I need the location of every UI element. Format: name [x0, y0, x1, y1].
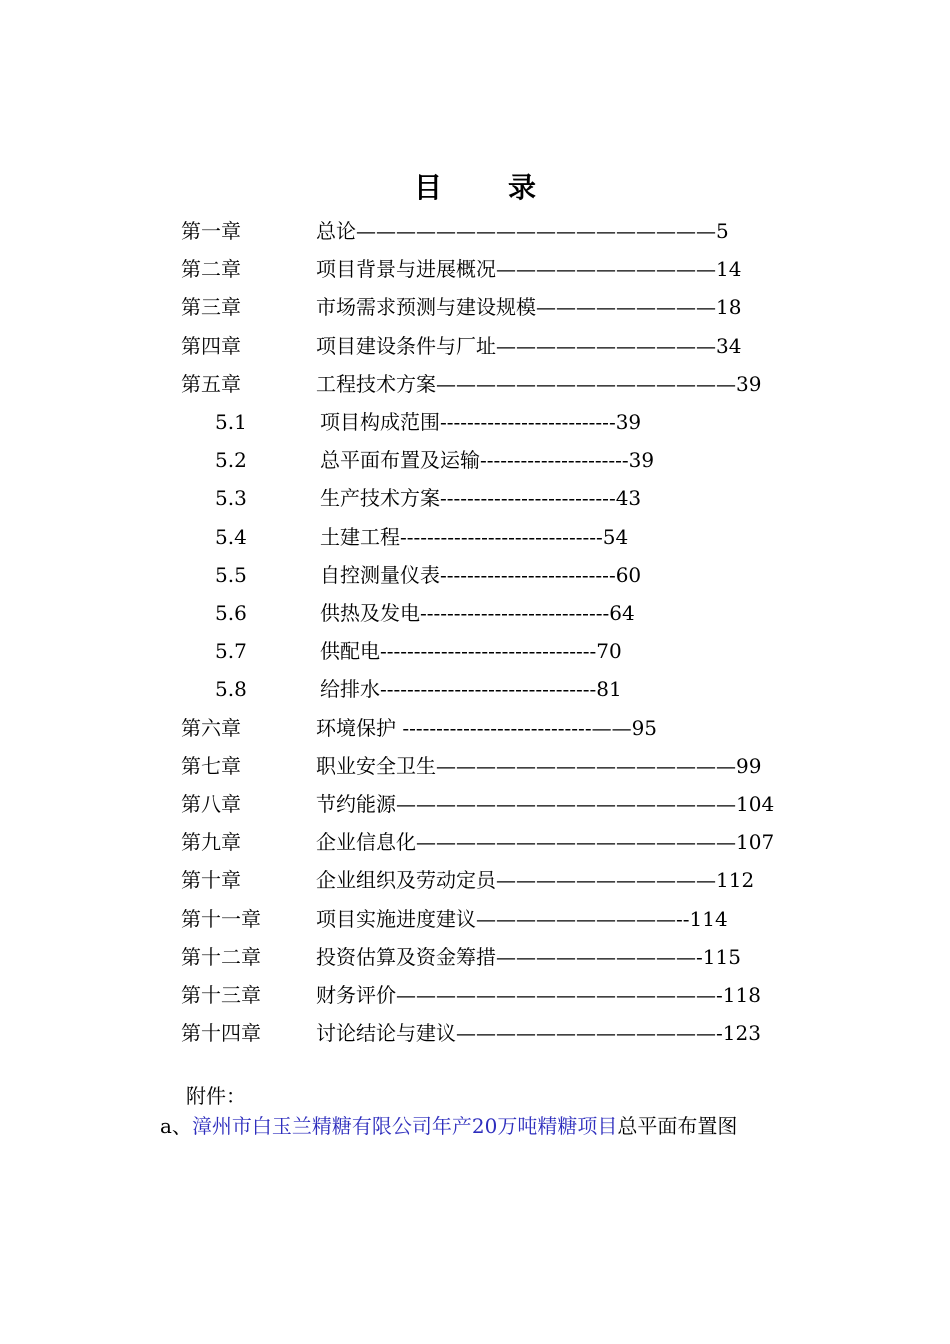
toc-label: 5.1 — [215, 410, 247, 434]
toc-label: 5.8 — [215, 677, 247, 702]
toc-label: 第十二章 — [181, 944, 261, 969]
title-right-char: 录 — [508, 171, 537, 204]
toc-entry-text: 自控测量仪表--------------------------60 — [320, 562, 642, 587]
toc-entry-text: 项目背景与进展概况———————————14 — [316, 257, 742, 282]
toc-label: 第二章 — [181, 257, 241, 282]
toc-entry-text: 企业信息化————————————————107 — [316, 830, 775, 855]
toc-label: 第十四章 — [181, 1021, 261, 1046]
toc-label: 第五章 — [181, 371, 241, 396]
toc-entry-text: 环境保护 ----------------------------——95 — [316, 715, 658, 740]
toc-label: 5.4 — [215, 524, 247, 549]
toc-entry-text: 土建工程------------------------------54 — [320, 524, 629, 549]
toc-entry-text: 投资估算及资金筹措——————————-115 — [316, 944, 741, 969]
toc-label: 5.3 — [215, 486, 247, 511]
toc-label: 第一章 — [181, 219, 241, 243]
toc-entry-text: 项目建设条件与厂址———————————34 — [316, 333, 742, 358]
toc-label: 第三章 — [181, 295, 241, 320]
toc-entry-text: 供配电--------------------------------70 — [320, 639, 622, 664]
toc-label: 5.6 — [215, 601, 247, 625]
toc-label: 第四章 — [181, 333, 241, 358]
appendix-heading: 附件： — [186, 1084, 246, 1108]
toc-label: 5.2 — [215, 448, 247, 473]
toc-entry-text: 总论——————————————————5 — [316, 219, 729, 243]
toc-entry-text: 给排水--------------------------------81 — [320, 677, 622, 702]
appendix-suffix: 总平面布置图 — [617, 1114, 738, 1138]
toc-label: 第十章 — [181, 868, 241, 893]
toc-label: 第七章 — [181, 753, 241, 778]
toc-entry-text: 总平面布置及运输----------------------39 — [320, 448, 655, 473]
toc-entry-text: 职业安全卫生———————————————99 — [316, 753, 762, 778]
appendix-prefix: a、 — [160, 1114, 192, 1138]
toc-label: 第八章 — [181, 792, 241, 816]
toc-label: 第九章 — [181, 830, 241, 855]
toc-entry-text: 市场需求预测与建设规模—————————18 — [316, 295, 742, 320]
toc-entry-text: 供热及发电----------------------------64 — [320, 601, 635, 625]
title-left-char: 目 — [413, 171, 442, 204]
toc-entry-text: 生产技术方案--------------------------43 — [320, 486, 642, 511]
toc-entry-text: 项目实施进度建议——————————--114 — [316, 906, 728, 931]
page-title — [0, 166, 950, 206]
toc-label: 第十一章 — [181, 906, 261, 931]
toc-entry-text: 讨论结论与建议—————————————-123 — [316, 1021, 761, 1046]
toc-label: 5.5 — [215, 562, 247, 587]
toc-entry-text: 企业组织及劳动定员———————————112 — [316, 868, 755, 893]
toc-entry-text: 工程技术方案———————————————39 — [316, 371, 762, 396]
appendix-item — [160, 1110, 737, 1139]
appendix-link[interactable]: 漳州市白玉兰精糖有限公司年产20万吨精糖项目 — [191, 1114, 618, 1138]
toc-label: 5.7 — [215, 639, 247, 664]
toc-entry-text: 项目构成范围--------------------------39 — [320, 410, 642, 434]
toc-label: 第六章 — [181, 715, 241, 740]
toc-label: 第十三章 — [181, 983, 261, 1007]
toc-entry-text: 节约能源—————————————————104 — [316, 792, 775, 816]
toc-entry-text: 财务评价————————————————-118 — [316, 983, 761, 1007]
